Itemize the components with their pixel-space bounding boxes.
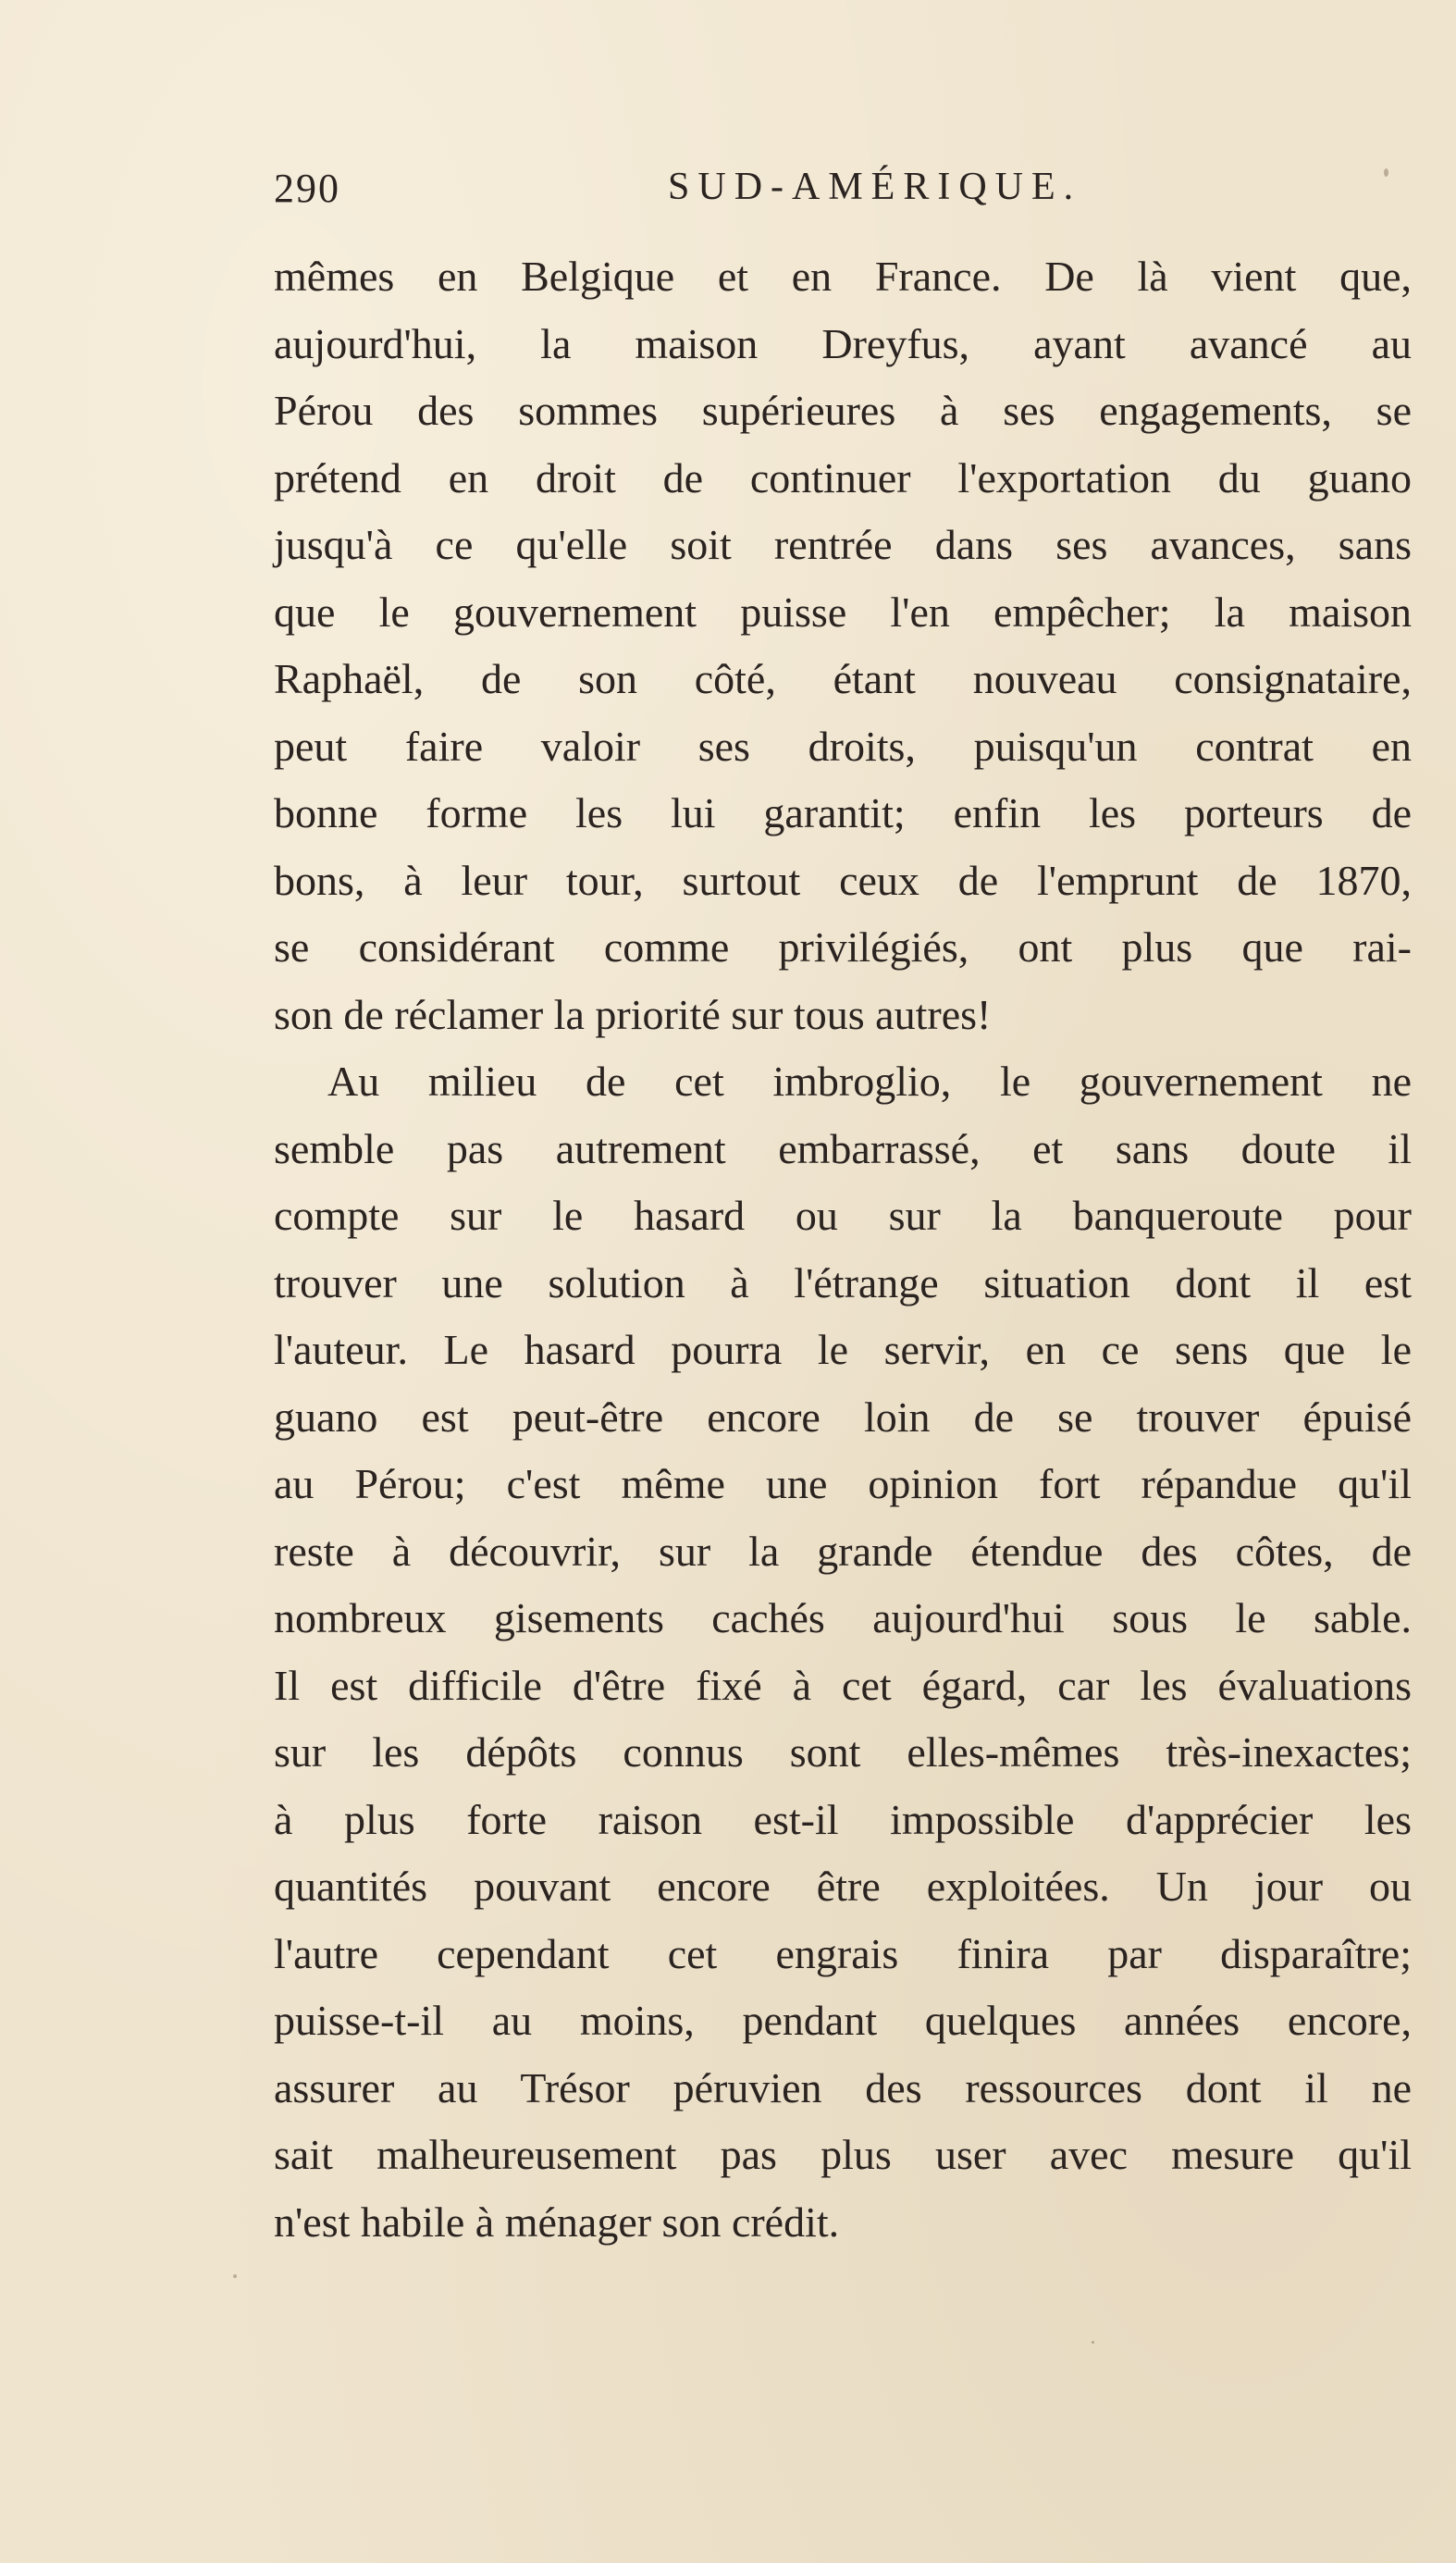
- text-line: aujourd'hui, la maison Dreyfus, ayant avancé au: [274, 319, 1412, 367]
- text-line: quantités pouvant encore être exploitées. Un jour ou: [274, 1863, 1412, 1910]
- text-line: l'autre cependant cet engrais finira par disparaître;: [274, 1929, 1412, 1977]
- running-head: [274, 165, 1412, 229]
- text-line: que le gouvernement puisse l'en empêcher; la maison: [274, 588, 1412, 636]
- text-line: l'auteur. Le hasard pourra le servir, en ce sens que le: [274, 1326, 1412, 1373]
- text-line: sait malheureusement pas plus user avec mesure qu'il: [274, 2131, 1412, 2178]
- text-line: mêmes en Belgique et en France. De là vient que,: [274, 253, 1412, 300]
- text-line: Il est difficile d'être fixé à cet égard, car les évaluations: [274, 1661, 1412, 1709]
- text-line: semble pas autrement embarrassé, et sans doute il: [274, 1124, 1412, 1172]
- text-line: Au milieu de cet imbroglio, le gouvernement ne: [327, 1058, 1412, 1105]
- body-text: [274, 243, 1412, 2256]
- text-line: son de réclamer la priorité sur tous autres!: [274, 990, 992, 1038]
- text-line: jusqu'à ce qu'elle soit rentrée dans ses avances, sans: [274, 521, 1412, 568]
- paper-speck: [233, 2274, 237, 2278]
- text-line: prétend en droit de continuer l'exportation du guano: [274, 453, 1412, 501]
- text-line: reste à découvrir, sur la grande étendue des côtes, de: [274, 1527, 1412, 1575]
- text-line: se considérant comme privilégiés, ont plus que rai-: [274, 923, 1412, 971]
- paper-speck: [1384, 168, 1388, 177]
- text-line: peut faire valoir ses droits, puisqu'un contrat en: [274, 722, 1412, 770]
- page-number: 290: [274, 166, 340, 211]
- text-line: guano est peut-être encore loin de se trouver épuisé: [274, 1393, 1412, 1441]
- text-line: sur les dépôts connus sont elles-mêmes très-inexactes;: [274, 1728, 1412, 1776]
- text-line: assurer au Trésor péruvien des ressources dont il ne: [274, 2063, 1412, 2111]
- text-line: à plus forte raison est-il impossible d'apprécier les: [274, 1795, 1412, 1843]
- text-line: bons, à leur tour, surtout ceux de l'emprunt de 1870,: [274, 856, 1412, 904]
- text-line: nombreux gisements cachés aujourd'hui sous le sable.: [274, 1594, 1412, 1641]
- text-line: trouver une solution à l'étrange situation dont il est: [274, 1258, 1412, 1306]
- text-line: au Pérou; c'est même une opinion fort répandue qu'il: [274, 1460, 1412, 1507]
- text-line: Raphaël, de son côté, étant nouveau consignataire,: [274, 655, 1412, 702]
- paragraph-1: [274, 243, 1412, 1048]
- text-line: bonne forme les lui garantit; enfin les porteurs de: [274, 789, 1412, 836]
- running-title: SUD-AMÉRIQUE.: [668, 166, 1082, 208]
- text-line: puisse-t-il au moins, pendant quelques années encore,: [274, 1997, 1412, 2044]
- text-line: Pérou des sommes supérieures à ses engagements, se: [274, 387, 1412, 434]
- text-line: n'est habile à ménager son crédit.: [274, 2198, 840, 2246]
- paragraph-2: [274, 1048, 1412, 2256]
- text-line: compte sur le hasard ou sur la banqueroute pour: [274, 1192, 1412, 1239]
- paper-speck: [1092, 2341, 1094, 2344]
